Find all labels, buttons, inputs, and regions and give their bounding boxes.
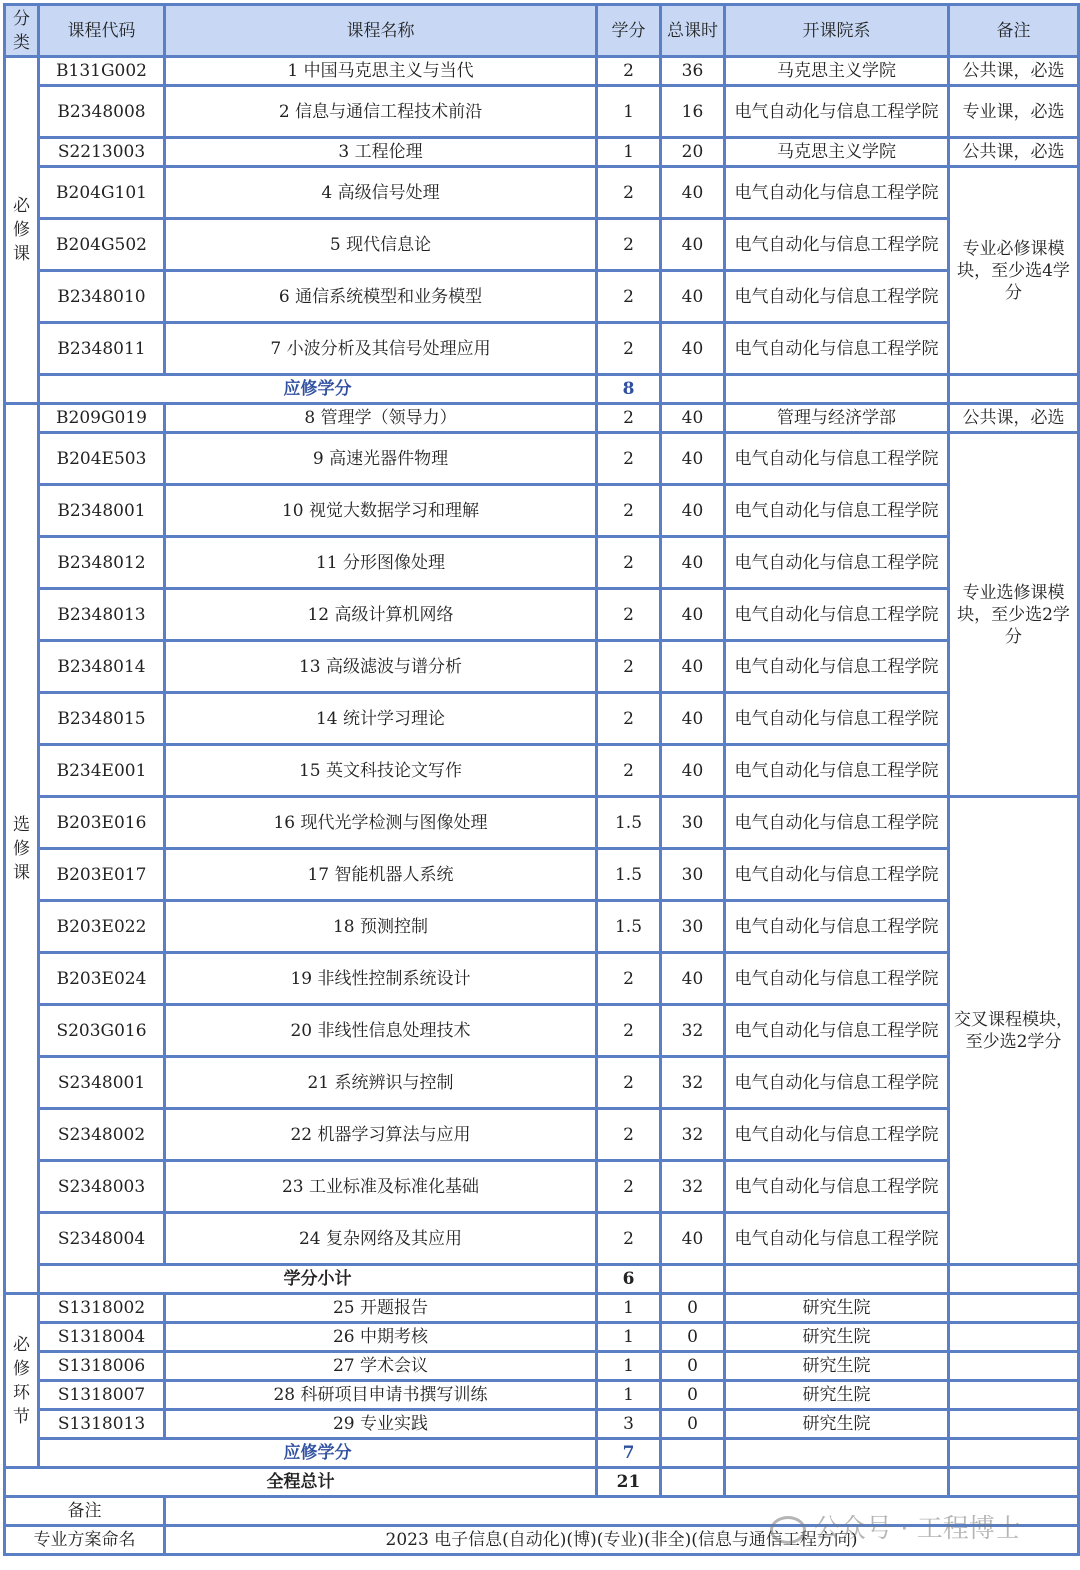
course-dept: 马克思主义学院	[725, 57, 949, 86]
course-name: 7 小波分析及其信号处理应用	[165, 323, 597, 375]
course-dept: 电气自动化与信息工程学院	[725, 219, 949, 271]
course-credit: 1	[597, 138, 661, 167]
table-row	[5, 953, 1079, 1005]
course-hours: 40	[661, 641, 725, 693]
course-hours: 40	[661, 433, 725, 485]
course-hours: 30	[661, 849, 725, 901]
required-subtotal-value: 8	[597, 375, 661, 404]
course-code: B2348012	[39, 537, 165, 589]
course-code: B2348008	[39, 86, 165, 138]
required-subtotal-label: 应修学分	[39, 375, 597, 404]
total-value: 21	[597, 1468, 661, 1497]
course-name: 11 分形图像处理	[165, 537, 597, 589]
table-row	[5, 323, 1079, 375]
course-name: 10 视觉大数据学习和理解	[165, 485, 597, 537]
link-subtotal-label: 应修学分	[39, 1439, 597, 1468]
course-code: B209G019	[39, 404, 165, 433]
course-dept: 电气自动化与信息工程学院	[725, 797, 949, 849]
empty-cell	[661, 1265, 725, 1294]
course-credit: 1	[597, 1294, 661, 1323]
course-name: 18 预测控制	[165, 901, 597, 953]
course-credit: 1.5	[597, 797, 661, 849]
table-row	[5, 1109, 1079, 1161]
header-category-text: 分类	[13, 8, 30, 53]
course-credit: 1	[597, 1352, 661, 1381]
course-code: B204G502	[39, 219, 165, 271]
course-credit: 3	[597, 1410, 661, 1439]
course-dept: 电气自动化与信息工程学院	[725, 485, 949, 537]
course-dept: 电气自动化与信息工程学院	[725, 167, 949, 219]
course-credit: 2	[597, 1161, 661, 1213]
course-credit: 2	[597, 57, 661, 86]
course-dept: 电气自动化与信息工程学院	[725, 537, 949, 589]
course-credit: 2	[597, 219, 661, 271]
course-code: B204G101	[39, 167, 165, 219]
course-code: B234E001	[39, 745, 165, 797]
empty-cell	[725, 1468, 949, 1497]
course-code: S2348001	[39, 1057, 165, 1109]
course-remark	[949, 1381, 1079, 1410]
table-row	[5, 5, 1079, 57]
table-row	[5, 86, 1079, 138]
course-dept: 电气自动化与信息工程学院	[725, 433, 949, 485]
module-note: 交叉课程模块，至少选2学分	[949, 797, 1079, 1265]
footer-plan-label: 专业方案命名	[5, 1526, 165, 1555]
course-code: S1318013	[39, 1410, 165, 1439]
table-row	[5, 1323, 1079, 1352]
watermark: 公众号 · 工程博士	[770, 1508, 1021, 1545]
course-dept: 电气自动化与信息工程学院	[725, 901, 949, 953]
course-hours: 20	[661, 138, 725, 167]
course-dept: 电气自动化与信息工程学院	[725, 1109, 949, 1161]
course-hours: 40	[661, 323, 725, 375]
category-required	[5, 57, 39, 404]
course-hours: 40	[661, 589, 725, 641]
empty-cell	[725, 375, 949, 404]
course-name: 22 机器学习算法与应用	[165, 1109, 597, 1161]
course-remark: 公共课，必选	[949, 138, 1079, 167]
course-hours: 32	[661, 1161, 725, 1213]
empty-cell	[949, 375, 1079, 404]
header-hours: 总课时	[661, 5, 725, 57]
course-dept: 研究生院	[725, 1410, 949, 1439]
course-name: 4 高级信号处理	[165, 167, 597, 219]
header-remark: 备注	[949, 5, 1079, 57]
table-row	[5, 404, 1079, 433]
course-name: 29 专业实践	[165, 1410, 597, 1439]
course-hours: 36	[661, 57, 725, 86]
course-hours: 40	[661, 537, 725, 589]
course-remark: 公共课，必选	[949, 404, 1079, 433]
table-row	[5, 693, 1079, 745]
course-name: 12 高级计算机网络	[165, 589, 597, 641]
course-hours: 40	[661, 167, 725, 219]
course-credit: 2	[597, 589, 661, 641]
course-name: 1 中国马克思主义与当代	[165, 57, 597, 86]
course-code: S2348002	[39, 1109, 165, 1161]
course-code: B2348011	[39, 323, 165, 375]
course-credit: 1.5	[597, 901, 661, 953]
course-hours: 16	[661, 86, 725, 138]
course-name: 20 非线性信息处理技术	[165, 1005, 597, 1057]
empty-cell	[725, 1265, 949, 1294]
category-elective-text: 选修课	[13, 814, 30, 883]
course-remark	[949, 1294, 1079, 1323]
course-code: B2348014	[39, 641, 165, 693]
course-code: B203E022	[39, 901, 165, 953]
table-row	[5, 219, 1079, 271]
course-dept: 研究生院	[725, 1323, 949, 1352]
header-code: 课程代码	[39, 5, 165, 57]
course-name: 17 智能机器人系统	[165, 849, 597, 901]
course-credit: 2	[597, 433, 661, 485]
course-name: 27 学术会议	[165, 1352, 597, 1381]
total-label: 全程总计	[5, 1468, 597, 1497]
course-remark	[949, 1352, 1079, 1381]
course-dept: 电气自动化与信息工程学院	[725, 589, 949, 641]
empty-cell	[661, 375, 725, 404]
course-code: B2348015	[39, 693, 165, 745]
table-row	[5, 1057, 1079, 1109]
elective-subtotal-value: 6	[597, 1265, 661, 1294]
course-hours: 0	[661, 1323, 725, 1352]
course-code: B204E503	[39, 433, 165, 485]
course-name: 16 现代光学检测与图像处理	[165, 797, 597, 849]
course-name: 21 系统辨识与控制	[165, 1057, 597, 1109]
course-code: B2348013	[39, 589, 165, 641]
course-remark	[949, 1323, 1079, 1352]
course-code: S203G016	[39, 1005, 165, 1057]
empty-cell	[661, 1468, 725, 1497]
course-name: 2 信息与通信工程技术前沿	[165, 86, 597, 138]
table-row	[5, 485, 1079, 537]
course-code: B203E024	[39, 953, 165, 1005]
course-hours: 32	[661, 1005, 725, 1057]
course-credit: 1.5	[597, 849, 661, 901]
course-name: 25 开题报告	[165, 1294, 597, 1323]
course-dept: 电气自动化与信息工程学院	[725, 323, 949, 375]
course-hours: 40	[661, 485, 725, 537]
table-row	[5, 589, 1079, 641]
course-hours: 40	[661, 219, 725, 271]
header-category	[5, 5, 39, 57]
course-credit: 2	[597, 693, 661, 745]
course-name: 23 工业标准及标准化基础	[165, 1161, 597, 1213]
course-dept: 电气自动化与信息工程学院	[725, 1005, 949, 1057]
table-row	[5, 1526, 1079, 1555]
course-name: 19 非线性控制系统设计	[165, 953, 597, 1005]
course-credit: 2	[597, 1057, 661, 1109]
course-hours: 32	[661, 1057, 725, 1109]
course-credit: 2	[597, 1109, 661, 1161]
course-name: 8 管理学（领导力）	[165, 404, 597, 433]
course-credit: 2	[597, 485, 661, 537]
course-code: S2348004	[39, 1213, 165, 1265]
course-hours: 0	[661, 1352, 725, 1381]
course-dept: 研究生院	[725, 1381, 949, 1410]
course-hours: 0	[661, 1410, 725, 1439]
module-note: 专业选修课模块，至少选2学分	[949, 433, 1079, 797]
course-dept: 研究生院	[725, 1352, 949, 1381]
course-name: 15 英文科技论文写作	[165, 745, 597, 797]
course-credit: 2	[597, 641, 661, 693]
table-row	[5, 1005, 1079, 1057]
empty-cell	[949, 1439, 1079, 1468]
table-row	[5, 375, 1079, 404]
course-name: 26 中期考核	[165, 1323, 597, 1352]
course-dept: 电气自动化与信息工程学院	[725, 641, 949, 693]
course-credit: 1	[597, 1323, 661, 1352]
table-row	[5, 167, 1079, 219]
footer-plan-name: 2023 电子信息(自动化)(博)(专业)(非全)(信息与通信工程方向)	[165, 1526, 1079, 1555]
course-hours: 0	[661, 1381, 725, 1410]
course-code: S1318002	[39, 1294, 165, 1323]
course-remark: 公共课，必选	[949, 57, 1079, 86]
table-row	[5, 1294, 1079, 1323]
course-code: B2348001	[39, 485, 165, 537]
footer-remark-value	[165, 1497, 1079, 1526]
course-name: 28 科研项目申请书撰写训练	[165, 1381, 597, 1410]
table-row	[5, 138, 1079, 167]
elective-subtotal-label: 学分小计	[39, 1265, 597, 1294]
course-hours: 40	[661, 693, 725, 745]
curriculum-table	[3, 3, 1080, 1556]
footer-remark-label: 备注	[5, 1497, 165, 1526]
course-code: B131G002	[39, 57, 165, 86]
course-code: S2213003	[39, 138, 165, 167]
course-hours: 0	[661, 1294, 725, 1323]
course-dept: 管理与经济学部	[725, 404, 949, 433]
course-hours: 40	[661, 1213, 725, 1265]
course-code: S2348003	[39, 1161, 165, 1213]
table-row	[5, 1468, 1079, 1497]
course-name: 3 工程伦理	[165, 138, 597, 167]
course-hours: 32	[661, 1109, 725, 1161]
course-dept: 电气自动化与信息工程学院	[725, 849, 949, 901]
course-hours: 30	[661, 901, 725, 953]
course-name: 5 现代信息论	[165, 219, 597, 271]
table-row	[5, 1161, 1079, 1213]
category-link	[5, 1294, 39, 1468]
table-row	[5, 57, 1079, 86]
course-remark	[949, 1410, 1079, 1439]
course-name: 24 复杂网络及其应用	[165, 1213, 597, 1265]
course-hours: 40	[661, 953, 725, 1005]
course-dept: 电气自动化与信息工程学院	[725, 1161, 949, 1213]
course-credit: 1	[597, 86, 661, 138]
table-row	[5, 1497, 1079, 1526]
table-row	[5, 849, 1079, 901]
course-dept: 电气自动化与信息工程学院	[725, 1057, 949, 1109]
header-name: 课程名称	[165, 5, 597, 57]
course-code: B203E016	[39, 797, 165, 849]
table-row	[5, 1213, 1079, 1265]
category-required-text: 必修课	[13, 196, 30, 264]
table-row	[5, 745, 1079, 797]
course-credit: 2	[597, 1213, 661, 1265]
course-remark: 专业课，必选	[949, 86, 1079, 138]
course-dept: 电气自动化与信息工程学院	[725, 745, 949, 797]
category-link-text: 必修环节	[13, 1334, 30, 1427]
course-dept: 电气自动化与信息工程学院	[725, 953, 949, 1005]
table-row	[5, 433, 1079, 485]
course-credit: 2	[597, 271, 661, 323]
header-dept: 开课院系	[725, 5, 949, 57]
course-credit: 1	[597, 1381, 661, 1410]
course-dept: 电气自动化与信息工程学院	[725, 271, 949, 323]
course-dept: 研究生院	[725, 1294, 949, 1323]
header-credit: 学分	[597, 5, 661, 57]
table-row	[5, 901, 1079, 953]
course-dept: 电气自动化与信息工程学院	[725, 693, 949, 745]
table-row	[5, 1352, 1079, 1381]
table-row	[5, 1265, 1079, 1294]
empty-cell	[725, 1439, 949, 1468]
table-row	[5, 1381, 1079, 1410]
course-credit: 2	[597, 537, 661, 589]
course-name: 9 高速光器件物理	[165, 433, 597, 485]
course-code: B203E017	[39, 849, 165, 901]
course-credit: 2	[597, 953, 661, 1005]
course-name: 14 统计学习理论	[165, 693, 597, 745]
course-hours: 40	[661, 745, 725, 797]
course-name: 6 通信系统模型和业务模型	[165, 271, 597, 323]
course-code: S1318007	[39, 1381, 165, 1410]
course-hours: 40	[661, 271, 725, 323]
course-credit: 2	[597, 1005, 661, 1057]
course-dept: 马克思主义学院	[725, 138, 949, 167]
table-row	[5, 641, 1079, 693]
table-row	[5, 537, 1079, 589]
category-elective	[5, 404, 39, 1294]
course-credit: 2	[597, 323, 661, 375]
course-code: S1318004	[39, 1323, 165, 1352]
course-credit: 2	[597, 167, 661, 219]
table-row	[5, 797, 1079, 849]
module-note: 专业必修课模块，至少选4学分	[949, 167, 1079, 375]
course-code: B2348010	[39, 271, 165, 323]
course-hours: 30	[661, 797, 725, 849]
empty-cell	[661, 1439, 725, 1468]
table-row	[5, 271, 1079, 323]
course-name: 13 高级滤波与谱分析	[165, 641, 597, 693]
course-credit: 2	[597, 404, 661, 433]
link-subtotal-value: 7	[597, 1439, 661, 1468]
course-dept: 电气自动化与信息工程学院	[725, 86, 949, 138]
course-credit: 2	[597, 745, 661, 797]
course-code: S1318006	[39, 1352, 165, 1381]
table-row	[5, 1410, 1079, 1439]
empty-cell	[949, 1265, 1079, 1294]
course-dept: 电气自动化与信息工程学院	[725, 1213, 949, 1265]
empty-cell	[949, 1468, 1079, 1497]
table-row	[5, 1439, 1079, 1468]
course-hours: 40	[661, 404, 725, 433]
